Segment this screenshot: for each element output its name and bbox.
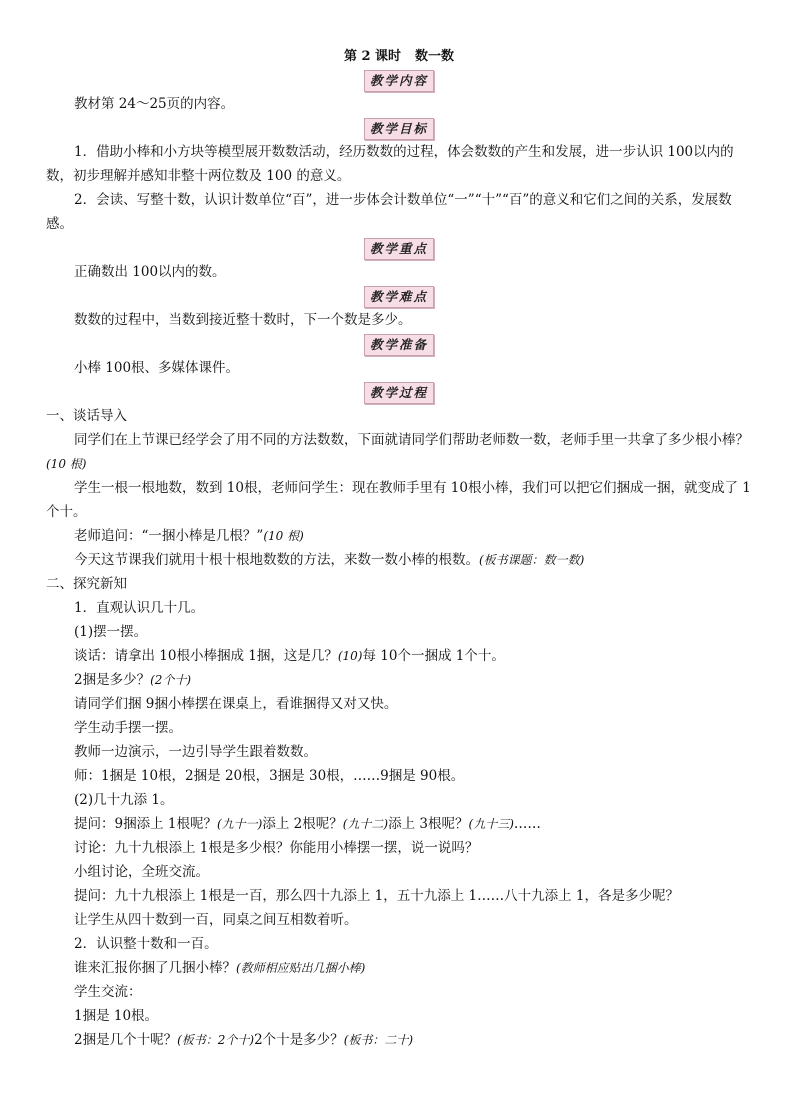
- part2-line: 谈话：请拿出 10根小棒捆成 1捆，这是几？(10)每 10个一捆成 1个十。: [74, 648, 505, 664]
- part2-heading: 二、探究新知: [46, 576, 127, 592]
- prep-text: 小棒 100根、多媒体课件。: [74, 360, 240, 376]
- part2-line: 2捆是几个十呢？(板书：2个十)2个十是多少？(板书：二十): [74, 1032, 414, 1048]
- part2-line: 学生动手摆一摆。: [74, 720, 182, 736]
- part2-line: 小组讨论，全班交流。: [74, 864, 209, 880]
- section-badge-goals: 教学目标: [364, 118, 434, 140]
- part1-paragraph-4: 今天这节课我们就用十根十根地数数的方法，来数一数小棒的根数。(板书课题：数一数): [74, 552, 585, 568]
- content-text: 教材第 24～25页的内容。: [74, 96, 235, 112]
- document-page: [46, 44, 752, 1052]
- part2-step-1a: (1)摆一摆。: [74, 624, 148, 640]
- part2-line: 2捆是多少？(2个十): [74, 672, 192, 688]
- part1-paragraph-1: 同学们在上节课已经学会了用不同的方法数数，下面就请同学们帮助老师数一数，老师手里一共拿了多少根小棒？(10 根): [46, 432, 749, 471]
- difficulty-text: 数数的过程中，当数到接近整十数时，下一个数是多少。: [74, 312, 412, 328]
- part2-line: 提问：九十九根添上 1根是一百，那么四十九添上 1，五十九添上 1……八十九添上 1，各是多少呢？: [74, 888, 680, 904]
- section-badge-content: 教学内容: [364, 70, 434, 92]
- part1-paragraph-3: 老师追问：“一捆小棒是几根？”(10 根): [74, 528, 304, 544]
- lesson-number: 第 2 课时: [343, 49, 402, 64]
- section-badge-key: 教学重点: [364, 238, 434, 260]
- part2-line: 教师一边演示，一边引导学生跟着数数。: [74, 744, 317, 760]
- part2-step-2: 2．认识整十数和一百。: [74, 936, 218, 952]
- section-badge-process: 教学过程: [364, 382, 434, 404]
- part2-step-1: 1．直观认识几十几。: [74, 600, 205, 616]
- part2-line: 提问：9捆添上 1根呢？(九十一)添上 2根呢？(九十二)添上 3根呢？(九十三)……: [74, 816, 541, 832]
- part1-heading: 一、谈话导入: [46, 408, 127, 424]
- part2-line: 学生交流：: [74, 984, 142, 1000]
- part2-line: 师：1捆是 10根，2捆是 20根，3捆是 30根，……9捆是 90根。: [74, 768, 465, 784]
- lesson-title: [46, 46, 752, 68]
- key-text: 正确数出 100以内的数。: [74, 264, 226, 280]
- part1-paragraph-2: 学生一根一根地数，数到 10根，老师问学生：现在教师手里有 10根小棒，我们可以把它们捆成一捆，就变成了 1个十。: [46, 480, 751, 520]
- section-badge-prep: 教学准备: [364, 334, 434, 356]
- part2-line: 请同学们捆 9捆小棒摆在课桌上，看谁捆得又对又快。: [74, 696, 398, 712]
- lesson-topic: 数一数: [415, 49, 455, 64]
- section-badge-difficulty: 教学难点: [364, 286, 434, 308]
- part2-line: 谁来汇报你捆了几捆小棒？(教师相应贴出几捆小棒): [74, 960, 366, 976]
- part2-line: 1捆是 10根。: [74, 1008, 159, 1024]
- part2-step-1b: (2)几十九添 1。: [74, 792, 174, 808]
- goal-1: 1．借助小棒和小方块等模型展开数数活动，经历数数的过程，体会数数的产生和发展，进一步认识 100以内的数，初步理解并感知非整十两位数及 100 的意义。: [46, 144, 734, 184]
- goal-2: 2．会读、写整十数，认识计数单位“百”，进一步体会计数单位“一”“十”“百”的意义和它们之间的关系，发展数感。: [46, 192, 732, 232]
- part2-line: 让学生从四十数到一百，同桌之间互相数着听。: [74, 912, 358, 928]
- part2-line: 讨论：九十九根添上 1根是多少根？你能用小棒摆一摆，说一说吗？: [74, 840, 479, 856]
